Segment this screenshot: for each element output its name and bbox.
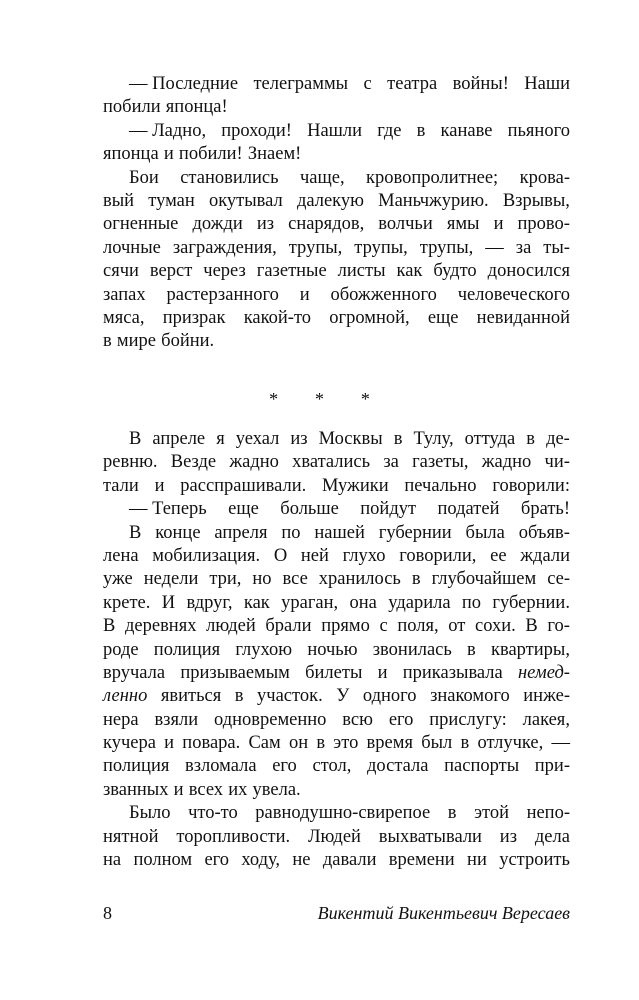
- word: губернии.: [492, 592, 570, 613]
- word: полиция: [103, 756, 170, 777]
- word: трупы,: [288, 237, 343, 258]
- word: но: [252, 569, 272, 590]
- text-line: [103, 451, 570, 474]
- word: театра: [387, 74, 438, 94]
- word: О: [273, 545, 288, 566]
- text-line: [103, 190, 570, 213]
- word: ночью: [307, 639, 358, 660]
- word: де-: [546, 429, 570, 449]
- word: непо-: [526, 803, 570, 824]
- word: ленно: [103, 686, 148, 707]
- word: апреле: [152, 429, 206, 449]
- word: ни: [467, 850, 487, 871]
- word: Бои: [129, 167, 159, 188]
- word: деревнях: [124, 616, 197, 637]
- word: устроить: [499, 850, 570, 871]
- word: и: [173, 779, 184, 800]
- word: жадно: [229, 452, 279, 473]
- word: Маньчжурию.: [378, 190, 489, 211]
- word: поля,: [397, 616, 439, 637]
- word: — Теперь: [129, 499, 207, 520]
- word: нера: [103, 709, 139, 730]
- word: с: [363, 74, 372, 94]
- word: Сам: [248, 733, 281, 754]
- word: газетные: [256, 261, 327, 282]
- word: трупы,: [354, 237, 408, 258]
- word: телеграммы: [253, 74, 349, 94]
- word: уехал: [235, 429, 280, 449]
- text-line: [103, 475, 570, 498]
- word: за: [383, 452, 399, 473]
- text-line: [103, 143, 570, 166]
- word: В: [129, 429, 142, 449]
- text-line: [103, 639, 570, 662]
- word: говорили,: [399, 545, 477, 566]
- word: заграждения,: [172, 237, 277, 258]
- text-line: [103, 568, 570, 591]
- word: Знаем!: [247, 144, 302, 165]
- word: что-то: [188, 803, 238, 824]
- word: в: [460, 733, 470, 754]
- word: Москвы: [318, 429, 383, 449]
- word: нашей: [314, 522, 365, 543]
- word: крова-: [519, 167, 570, 188]
- word: ревню.: [103, 452, 158, 473]
- word: участок.: [257, 686, 323, 707]
- word: достала: [367, 756, 429, 777]
- word: растерзанного: [166, 284, 279, 305]
- word: волчьи: [378, 214, 433, 235]
- word: больше: [280, 499, 339, 520]
- word: на: [103, 850, 122, 871]
- author-name: Викентий Викентьевич Вересаев: [317, 903, 570, 923]
- word: — Ладно,: [129, 120, 207, 141]
- word: чаще,: [299, 167, 345, 188]
- word: в: [234, 686, 244, 707]
- word: в: [526, 429, 536, 449]
- word: билеты: [305, 662, 363, 683]
- word: — Последние: [129, 74, 239, 94]
- word: немед-: [517, 662, 570, 683]
- word: одного: [362, 686, 417, 707]
- word: его: [272, 756, 297, 777]
- word: в: [416, 120, 426, 141]
- word: за: [515, 237, 532, 258]
- word: ходу,: [241, 850, 281, 871]
- word: приказывала: [402, 662, 503, 683]
- word: японца!: [165, 97, 228, 118]
- word: людей: [206, 616, 256, 637]
- text-line: [103, 615, 570, 638]
- word: призрак: [162, 307, 226, 328]
- word: говорили:: [492, 475, 570, 496]
- word: он: [288, 733, 309, 754]
- word: огромной,: [329, 307, 410, 328]
- word: повара.: [182, 733, 241, 754]
- word: все: [282, 569, 308, 590]
- word: прислугу:: [429, 709, 507, 730]
- word: печально: [404, 475, 477, 496]
- word: через: [203, 261, 246, 282]
- text-line: [103, 213, 570, 236]
- word: Нашли: [307, 120, 363, 141]
- word: нятной: [103, 826, 159, 847]
- word: где: [377, 120, 402, 141]
- text-block-2: [103, 428, 570, 872]
- word: и: [493, 214, 504, 235]
- word: брали: [265, 616, 312, 637]
- word: вдруг,: [186, 592, 233, 613]
- text-line: [103, 120, 570, 143]
- word: чи-: [544, 452, 570, 473]
- word: ямы: [446, 214, 480, 235]
- word: объяв-: [518, 522, 570, 543]
- text-line: [103, 685, 570, 708]
- word: звонилась: [372, 639, 452, 660]
- word: Мужики: [322, 475, 389, 496]
- word: верст: [149, 261, 193, 282]
- word: инже-: [523, 686, 570, 707]
- word: всех: [188, 779, 224, 800]
- text-line: [103, 755, 570, 778]
- word: окутывал: [208, 190, 283, 211]
- word: вручала: [103, 662, 166, 683]
- word: от: [448, 616, 466, 637]
- word: —: [551, 733, 570, 754]
- word: одновременно: [213, 709, 327, 730]
- text-line: [103, 779, 570, 802]
- word: призываемым: [180, 662, 290, 683]
- word: У: [336, 686, 350, 707]
- text-line: [103, 237, 570, 260]
- word: взяли: [154, 709, 199, 730]
- word: апреля: [214, 522, 268, 543]
- text-line: [103, 826, 570, 849]
- word: Было: [129, 803, 171, 824]
- word: войны!: [452, 74, 509, 94]
- text-line: [103, 732, 570, 755]
- word: кровопролитнее;: [366, 167, 499, 188]
- word: брать!: [520, 499, 570, 520]
- word: губернии: [378, 522, 452, 543]
- word: лена: [103, 545, 139, 566]
- word: в: [467, 639, 476, 660]
- word: из: [499, 826, 518, 847]
- word: отлучке,: [477, 733, 544, 754]
- word: глухо: [342, 545, 386, 566]
- text-line: [103, 498, 570, 521]
- word: давали: [322, 850, 377, 871]
- word: ураган,: [281, 592, 339, 613]
- word: прово-: [517, 214, 570, 235]
- word: лочные: [103, 237, 161, 258]
- word: кучера: [103, 733, 156, 754]
- word: обожженного: [330, 284, 437, 305]
- word: увела.: [252, 779, 301, 800]
- word: хранилось: [318, 569, 401, 590]
- word: оттуда: [464, 429, 516, 449]
- word: взломала: [185, 756, 257, 777]
- word: пойдут: [360, 499, 417, 520]
- word: далекую: [296, 190, 364, 211]
- word: жадно: [481, 452, 532, 473]
- word: невиданной: [476, 307, 570, 328]
- word: Везде: [170, 452, 217, 473]
- text-line: [103, 167, 570, 190]
- word: торопливости.: [176, 826, 291, 847]
- text-line: [103, 802, 570, 825]
- word: была: [465, 522, 505, 543]
- word: Взрывы,: [502, 190, 570, 211]
- word: этой: [474, 803, 510, 824]
- word: вый: [103, 190, 135, 211]
- word: пьяного: [507, 120, 570, 141]
- page-number: 8: [103, 903, 112, 923]
- word: бойни.: [161, 331, 215, 352]
- word: его: [204, 850, 230, 871]
- word: трупы,: [419, 237, 474, 258]
- word: по: [461, 592, 482, 613]
- word: выхватывали: [378, 826, 482, 847]
- word: еще: [427, 307, 459, 328]
- word: туман: [148, 190, 195, 211]
- word: недели: [143, 569, 199, 590]
- word: человеческого: [457, 284, 570, 305]
- word: всю: [342, 709, 373, 730]
- word: в: [393, 429, 403, 449]
- word: ждали: [520, 545, 570, 566]
- word: и: [164, 733, 175, 754]
- word: В: [129, 522, 142, 543]
- text-line: [103, 307, 570, 330]
- word: она: [349, 592, 377, 613]
- text-line: [103, 849, 570, 872]
- page-footer: [103, 903, 570, 924]
- word: побили: [103, 97, 161, 118]
- word: в: [316, 733, 326, 754]
- word: стол,: [312, 756, 352, 777]
- word: В: [525, 616, 538, 637]
- word: податей: [437, 499, 500, 520]
- word: это: [333, 733, 359, 754]
- word: го-: [547, 616, 570, 637]
- word: проходи!: [221, 120, 292, 141]
- word: сячи: [103, 261, 139, 282]
- word: был: [421, 733, 453, 754]
- text-line: [103, 522, 570, 545]
- word: побили!: [178, 144, 243, 165]
- word: из: [290, 429, 308, 449]
- word: огненные: [103, 214, 179, 235]
- word: И: [161, 592, 176, 613]
- word: паспорты: [444, 756, 520, 777]
- word: знакомого: [430, 686, 510, 707]
- word: расспрашивали.: [180, 475, 307, 496]
- word: полиция: [153, 639, 221, 660]
- word: равнодушно-свирепое: [255, 803, 431, 824]
- word: прямо: [321, 616, 370, 637]
- word: глубочайшем: [431, 569, 537, 590]
- word: явиться: [160, 686, 222, 707]
- word: как: [243, 592, 270, 613]
- word: время: [366, 733, 413, 754]
- word: с: [379, 616, 388, 637]
- word: ударила: [388, 592, 451, 613]
- word: три,: [209, 569, 242, 590]
- word: снарядов,: [288, 214, 365, 235]
- word: мобилизация.: [152, 545, 261, 566]
- word: листы: [337, 261, 386, 282]
- section-separator: * * *: [269, 389, 387, 409]
- word: дожди: [192, 214, 243, 235]
- word: уже: [103, 569, 133, 590]
- word: Наши: [524, 74, 570, 94]
- text-line: [103, 545, 570, 568]
- text-block-1: [103, 73, 570, 354]
- word: квартиры,: [490, 639, 570, 660]
- word: сохи.: [474, 616, 516, 637]
- word: званных: [103, 779, 169, 800]
- word: я: [216, 429, 225, 449]
- word: ней: [300, 545, 329, 566]
- word: мире: [116, 331, 156, 352]
- word: роде: [103, 639, 139, 660]
- text-line: [103, 284, 570, 307]
- word: и: [154, 475, 165, 496]
- word: из: [256, 214, 275, 235]
- word: и: [163, 144, 174, 165]
- text-line: [103, 662, 570, 685]
- word: мяса,: [103, 307, 145, 328]
- word: тали: [103, 475, 139, 496]
- word: при-: [534, 756, 570, 777]
- word: се-: [547, 569, 570, 590]
- word: и: [299, 284, 310, 305]
- word: не: [292, 850, 311, 871]
- word: японца: [103, 144, 159, 165]
- word: в: [447, 803, 457, 824]
- word: какой-то: [243, 307, 312, 328]
- word: глухою: [235, 639, 293, 660]
- word: его: [388, 709, 414, 730]
- text-line: [103, 260, 570, 283]
- text-line: [103, 709, 570, 732]
- word: газеты,: [412, 452, 469, 473]
- word: их: [228, 779, 248, 800]
- word: полном: [133, 850, 193, 871]
- word: ты-: [543, 237, 570, 258]
- word: еще: [228, 499, 259, 520]
- text-line: [103, 330, 570, 353]
- word: будто: [433, 261, 477, 282]
- word: конце: [155, 522, 201, 543]
- word: становились: [180, 167, 279, 188]
- word: Тулу,: [413, 429, 454, 449]
- word: как: [396, 261, 423, 282]
- word: дела: [534, 826, 570, 847]
- word: крете.: [103, 592, 151, 613]
- word: времени: [388, 850, 455, 871]
- word: канаве: [440, 120, 493, 141]
- text-line: [103, 96, 570, 119]
- word: В: [103, 616, 116, 637]
- word: в: [411, 569, 421, 590]
- text-line: [103, 73, 570, 96]
- word: и: [377, 662, 388, 683]
- word: —: [485, 237, 504, 258]
- word: доносился: [487, 261, 570, 282]
- word: лакея,: [522, 709, 570, 730]
- word: хватались: [292, 452, 371, 473]
- text-line: [103, 592, 570, 615]
- word: запах: [103, 284, 146, 305]
- word: Людей: [308, 826, 361, 847]
- word: в: [103, 331, 112, 352]
- word: по: [281, 522, 301, 543]
- text-line: [103, 428, 570, 451]
- word: ее: [490, 545, 507, 566]
